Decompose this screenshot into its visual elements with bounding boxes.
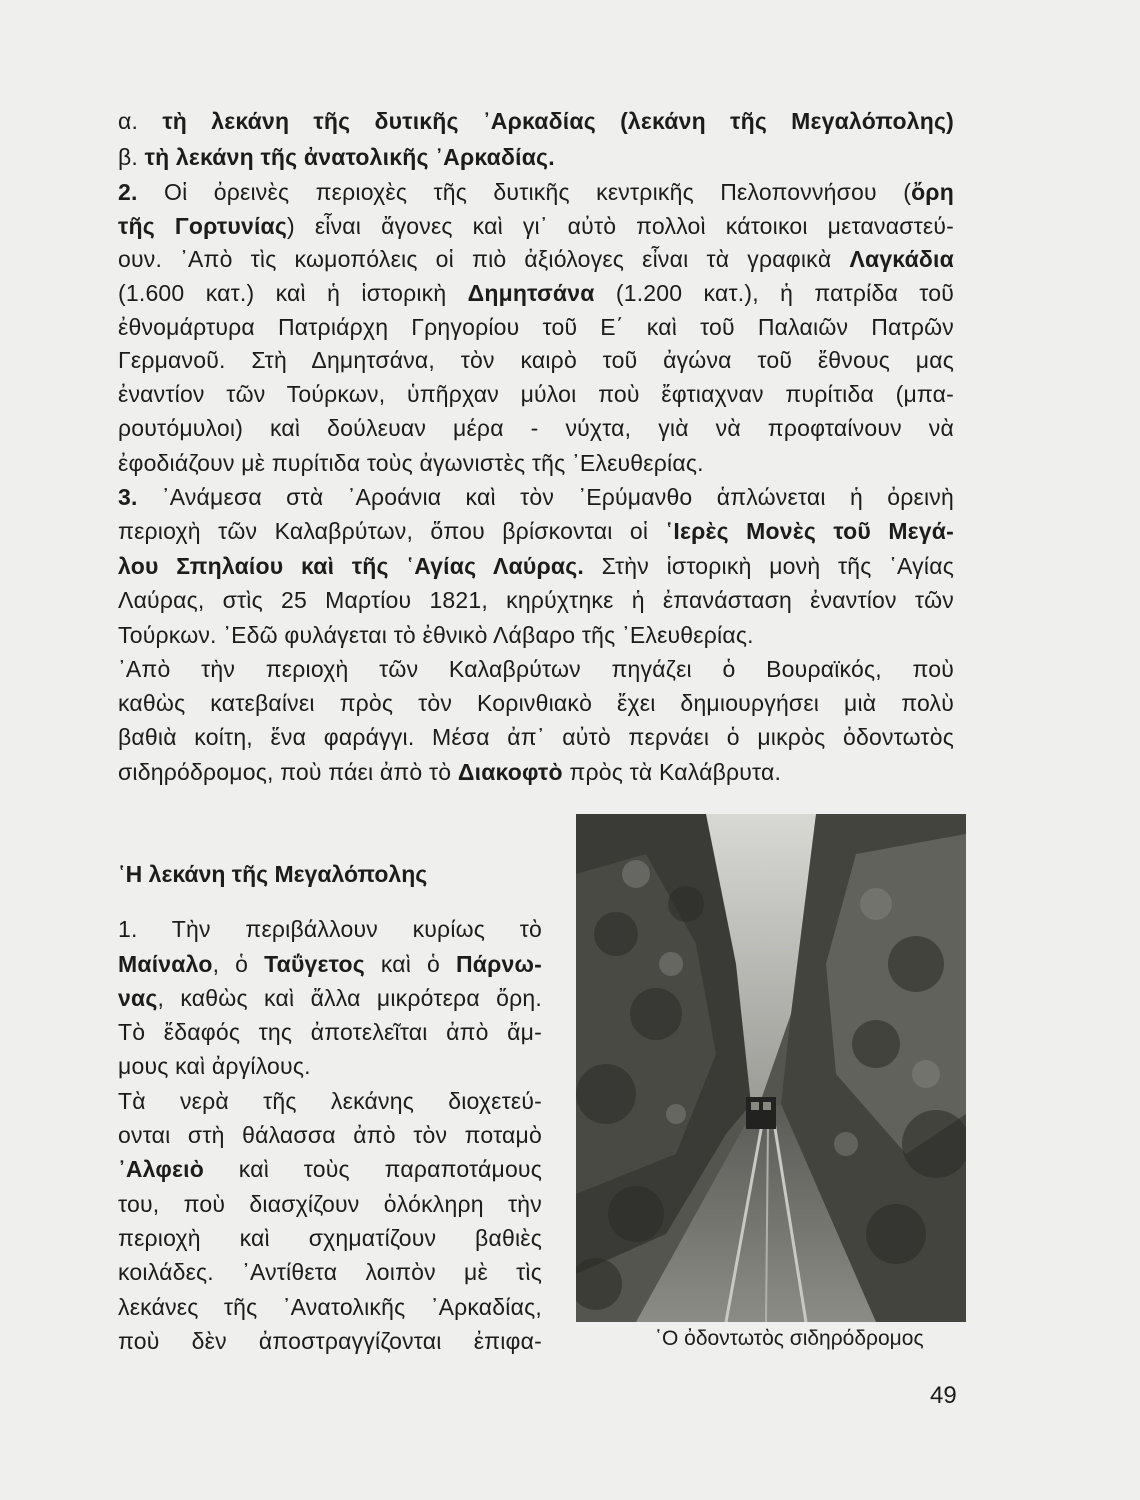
page-number: 49 <box>930 1382 957 1409</box>
text-line <box>118 1153 542 1185</box>
section-heading: ῾Η λεκάνη τῆς Μεγαλόπολης <box>118 861 428 887</box>
bold-term: Ταΰγετος <box>264 951 365 977</box>
text-run: σιδηρόδρομος, ποὺ πάει ἀπὸ τὸ <box>118 759 458 785</box>
text-line <box>118 311 954 343</box>
text-line <box>118 176 954 208</box>
text-line <box>118 277 954 309</box>
text-line <box>118 721 954 753</box>
text-line <box>118 653 954 685</box>
text-line <box>118 687 954 719</box>
text-line <box>118 756 954 788</box>
text-run: περιοχὴ καὶ σχηματίζουν βαθιὲς <box>118 1225 542 1251</box>
text-run: , καθὼς καὶ ἄλλα μικρότερα ὄρη. <box>157 985 542 1011</box>
text-line <box>118 982 542 1014</box>
text-line <box>118 1085 542 1117</box>
bold-term: Δημητσάνα <box>467 280 595 306</box>
text-run: περιοχὴ τῶν Καλαβρύτων, ὅπου βρίσκονται οἱ <box>118 518 666 544</box>
rack-railway-photo <box>576 814 966 1322</box>
bold-term: 2. <box>118 179 138 205</box>
bold-term: νας <box>118 985 158 1011</box>
text-run: ἐναντίον τῶν Τούρκων, ὑπῆρχαν μύλοι ποὺ ἔφτιαχναν πυρίτιδα (μπα- <box>118 381 954 407</box>
text-run: κοιλάδες. ᾿Αντίθετα λοιπὸν μὲ τὶς <box>118 1259 542 1285</box>
text-run: βαθιὰ κοίτη, ἕνα φαράγγι. Μέσα ἀπ᾿ αὐτὸ περνάει ὁ μικρὸς ὀδοντωτὸς <box>118 724 954 750</box>
text-run: (1.600 κατ.) καὶ ἡ ἱστορικὴ <box>118 280 468 306</box>
text-line <box>118 141 954 173</box>
bold-term: ῾Ιερὲς Μονὲς τοῦ Μεγά- <box>665 518 954 544</box>
text-run: Λαύρας, στὶς 25 Μαρτίου 1821, κηρύχτηκε ἡ ἐπανάσταση ἐναντίον τῶν <box>118 587 954 613</box>
photo-caption: ῾Ο ὀδοντωτὸς σιδηρόδρομος <box>655 1327 924 1350</box>
text-run: Τὸ ἔδαφός της ἀποτελεῖται ἀπὸ ἄμ- <box>118 1019 542 1045</box>
bold-term: Λαγκάδια <box>849 246 954 272</box>
text-line <box>118 481 954 513</box>
text-run: α. <box>118 108 163 134</box>
text-run: ρουτόμυλοι) καὶ δούλευαν μέρα - νύχτα, γιὰ νὰ προφταίνουν νὰ <box>118 415 954 441</box>
bold-term: τὴ λεκάνη τῆς δυτικῆς ᾿Αρκαδίας (λεκάνη τῆς Μεγαλόπολης) <box>162 108 954 134</box>
bold-term: τῆς Γορτυνίας <box>118 213 288 239</box>
text-line <box>118 105 954 137</box>
text-run: ἐφοδιάζουν μὲ πυρίτιδα τοὺς ἀγωνιστὲς τῆς ᾿Ελευθερίας. <box>118 450 704 476</box>
text-line <box>118 1119 542 1151</box>
text-line <box>118 412 954 444</box>
text-line <box>118 1222 542 1254</box>
text-run: 1. Τὴν περιβάλλουν κυρίως τὸ <box>118 916 542 942</box>
text-run: ποὺ δὲν ἀποστραγγίζονται ἐπιφα- <box>118 1328 542 1354</box>
bold-term: τὴ λεκάνη τῆς ἀνατολικῆς ᾿Αρκαδίας. <box>144 144 555 170</box>
text-run: πρὸς τὰ Καλάβρυτα. <box>562 759 782 785</box>
bold-term: Διακοφτὸ <box>457 759 563 785</box>
text-line <box>118 210 954 242</box>
text-run: Τούρκων. ᾿Εδῶ φυλάγεται τὸ ἐθνικὸ Λάβαρο τῆς ᾿Ελευθερίας. <box>118 622 754 648</box>
text-line <box>118 447 954 479</box>
text-line <box>118 1188 542 1220</box>
bold-term: ὄρη <box>911 179 954 205</box>
text-run: Οἱ ὀρεινὲς περιοχὲς τῆς δυτικῆς κεντρικῆς Πελοποννήσου ( <box>137 179 912 205</box>
text-line <box>118 515 954 547</box>
text-line <box>118 913 542 945</box>
text-line <box>118 1256 542 1288</box>
text-run: ᾿Ανάμεσα στὰ ᾿Αροάνια καὶ τὸν ᾿Ερύμανθο ἁπλώνεται ἡ ὀρεινὴ <box>137 484 954 510</box>
text-run: καθὼς κατεβαίνει πρὸς τὸν Κορινθιακὸ ἔχει δημιουργήσει μιὰ πολὺ <box>118 690 954 716</box>
text-run: ουν. ᾿Απὸ τὶς κωμοπόλεις οἱ πιὸ ἀξιόλογες εἶναι τὰ γραφικὰ <box>118 246 850 272</box>
text-run: ονται στὴ θάλασσα ἀπὸ τὸν ποταμὸ <box>118 1122 542 1148</box>
text-line <box>118 619 954 651</box>
text-run: Στὴν ἱστορικὴ μονὴ τῆς ῾Αγίας <box>584 553 954 579</box>
text-run: μους καὶ ἀργίλους. <box>118 1053 311 1079</box>
text-run: ἐθνομάρτυρα Πατριάρχη Γρηγορίου τοῦ Ε΄ καὶ τοῦ Παλαιῶν Πατρῶν <box>118 314 954 340</box>
bold-term: ᾿Αλφειὸ <box>118 1156 204 1182</box>
text-line <box>118 1291 542 1323</box>
bold-term: Πάρνω- <box>455 951 542 977</box>
text-line <box>118 243 954 275</box>
text-run: καὶ τοὺς παραποτάμους <box>204 1156 542 1182</box>
text-run: Τὰ νερὰ τῆς λεκάνης διοχετεύ- <box>118 1088 542 1114</box>
text-line <box>118 948 542 980</box>
text-run: Γερμανοῦ. Στὴ Δημητσάνα, τὸν καιρὸ τοῦ ἀγώνα τοῦ ἔθνους μας <box>118 347 954 373</box>
text-run: ) εἶναι ἄγονες καὶ γι᾿ αὐτὸ πολλοὶ κάτοικοι μεταναστεύ- <box>287 213 954 239</box>
bold-term: λου Σπηλαίου καὶ τῆς ῾Αγίας Λαύρας. <box>118 553 585 579</box>
text-run: β. <box>118 144 145 170</box>
text-line <box>118 378 954 410</box>
bold-term: Μαίναλο <box>118 951 213 977</box>
text-line <box>118 1325 542 1357</box>
text-run: του, ποὺ διασχίζουν ὁλόκληρη τὴν <box>118 1191 542 1217</box>
text-run: (1.200 κατ.), ἡ πατρίδα τοῦ <box>594 280 954 306</box>
text-line <box>118 344 954 376</box>
text-run: , ὁ <box>212 951 265 977</box>
bold-term: 3. <box>118 484 138 510</box>
text-line <box>118 1050 542 1082</box>
text-run: λεκάνες τῆς ᾿Ανατολικῆς ᾿Αρκαδίας, <box>118 1294 542 1320</box>
text-line <box>118 584 954 616</box>
text-run: ᾿Απὸ τὴν περιοχὴ τῶν Καλαβρύτων πηγάζει ὁ Βουραϊκός, ποὺ <box>118 656 954 682</box>
text-line <box>118 1016 542 1048</box>
text-run: καὶ ὁ <box>364 951 456 977</box>
text-line <box>118 550 954 582</box>
